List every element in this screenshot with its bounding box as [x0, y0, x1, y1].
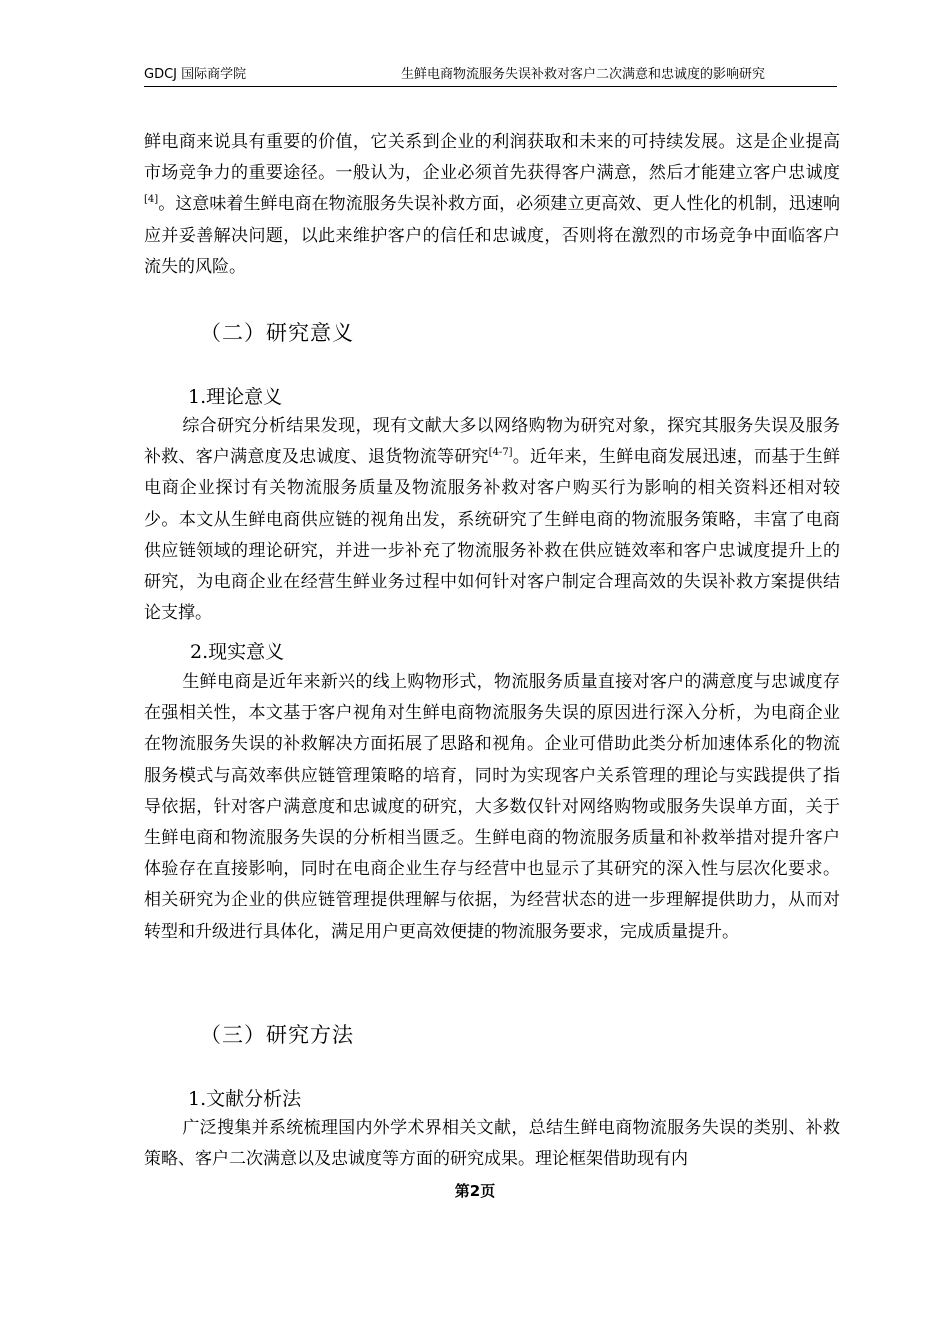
page-number: 第2页	[454, 1182, 496, 1200]
subheading-literature	[188, 1084, 301, 1111]
citation-ref: [4-7]	[488, 447, 513, 459]
subheading-text: 文献分析法	[206, 1088, 302, 1110]
subheading-theoretical	[188, 382, 282, 409]
running-header	[144, 64, 837, 87]
citation-ref: [4]	[144, 194, 159, 206]
practical-text: 生鲜电商是近年来新兴的线上购物形式，物流服务质量直接对客户的满意度与忠诚度存在强相关性，本文基于客户视角对生鲜电商物流服务失误的原因进行深入分析，为电商企业在物流服务失误的补救解决方面拓展了思路和视角。企业可借助此类分析加速体系化的物流服务模式与高效率供应链管理策略的培育，同时为实现客户关系管理的理论与实践提供了指导依据，针对客户满意度和忠诚度的研究，大多数仅针对网络购物或服务失误单方面，关于生鲜电商和物流服务失误的分析相当匮乏。生鲜电商的物流服务质量和补救举措对提升客户体验存在直接影响，同时在电商企业生存与经营中也显示了其研究的深入性与层次化要求。相关研究为企业的供应链管理提供理解与依据，为经营状态的进一步理解提供助力，从而对转型和升级进行具体化，满足用户更高效便捷的物流服务要求，完成质量提升。	[144, 672, 840, 942]
intro-text-b: 。这意味着生鲜电商在物流服务失误补救方面，必须建立更高效、更人性化的机制，迅速响应并妥善解决问题，以此来维护客户的信任和忠诚度，否则将在激烈的市场竞争中面临客户流失的风险。	[144, 194, 840, 277]
subheading-practical	[190, 637, 284, 664]
header-paper-title: 生鲜电商物流服务失误补救对客户二次满意和忠诚度的影响研究	[400, 67, 765, 82]
subheading-number: 2.	[190, 641, 209, 663]
subheading-number: 1.	[188, 386, 207, 408]
intro-paragraph	[144, 127, 840, 283]
subheading-text: 理论意义	[206, 386, 283, 408]
theoretical-text-a: 综合研究分析结果发现，现有文献大多以网络购物为研究对象，探究其服务失误及服务补救、客户满意度及忠诚度、退货物流等研究	[144, 416, 840, 468]
subheading-number: 1.	[188, 1088, 207, 1110]
literature-paragraph	[144, 1113, 840, 1175]
theoretical-text-b: 。近年来，生鲜电商发展迅速，而基于生鲜电商企业探讨有关物流服务质量及物流服务补救对客户购买行为影响的相关资料还相对较少。本文从生鲜电商供应链的视角出发，系统研究了生鲜电商的物流服务策略，丰富了电商供应链领域的理论研究，并进一步补充了物流服务补救在供应链效率和客户忠诚度提升上的研究，为电商企业在经营生鲜业务过程中如何针对客户制定合理高效的失误补救方案提供结论支撑。	[144, 447, 841, 624]
header-school: GDCJ 国际商学院	[144, 67, 247, 82]
intro-text-a: 鲜电商来说具有重要的价值，它关系到企业的利润获取和未来的可持续发展。这是企业提高市场竞争力的重要途径。一般认为，企业必须首先获得客户满意，然后才能建立客户忠诚度	[144, 132, 840, 184]
literature-text: 广泛搜集并系统梳理国内外学术界相关文献，总结生鲜电商物流服务失误的类别、补救策略、客户二次满意以及忠诚度等方面的研究成果。理论框架借助现有内	[144, 1118, 840, 1170]
theoretical-paragraph	[144, 411, 840, 629]
section-heading-significance: （二）研究意义	[200, 321, 354, 345]
section-heading-methods: （三）研究方法	[200, 1023, 354, 1047]
practical-paragraph	[144, 667, 840, 948]
subheading-text: 现实意义	[208, 641, 285, 663]
